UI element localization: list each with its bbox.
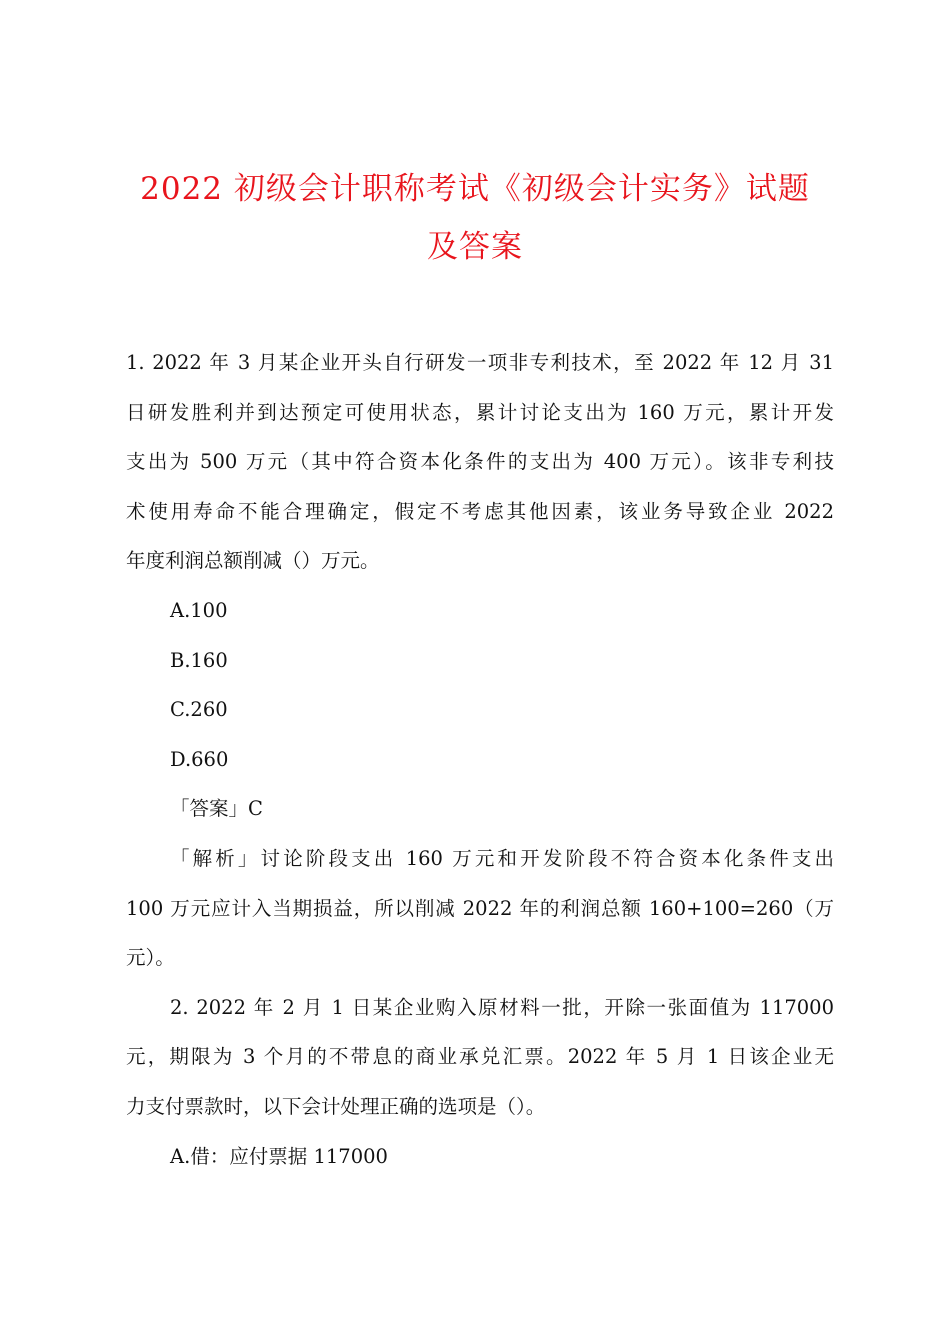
question-2-stem	[126, 983, 834, 1132]
question-2-line: 力支付票款时，以下会计处理正确的选项是（）。	[126, 1094, 546, 1118]
question-2-line: 2. 2022 年 2 月 1 日某企业购入原材料一批，开除一张面值为 117000	[170, 995, 834, 1019]
question-1-line: 日研发胜利并到达预定可使用状态，累计讨论支出为 160 万元，累计开发	[126, 400, 834, 424]
question-1-option-a: A.100	[170, 598, 228, 622]
question-1-line: 支出为 500 万元（其中符合资本化条件的支出为 400 万元）。该非专利技	[126, 450, 834, 474]
question-1-stem	[126, 338, 834, 586]
analysis-line: 100 万元应计入当期损益，所以削减 2022 年的利润总额 160+100=260（万	[126, 896, 834, 920]
question-1-line: 年度利润总额削减（）万元。	[126, 549, 380, 573]
analysis-line: 元）。	[126, 946, 175, 970]
question-1-answer: 「答案」C	[170, 797, 263, 821]
question-2-line: 元，期限为 3 个月的不带息的商业承兑汇票。2022 年 5 月 1 日该企业无	[126, 1045, 834, 1069]
analysis-line: 「解析」讨论阶段支出 160 万元和开发阶段不符合资本化条件支出	[170, 846, 834, 870]
question-1-line: 术使用寿命不能合理确定，假定不考虑其他因素，该业务导致企业 2022	[126, 499, 834, 523]
question-2-option-a: A.借：应付票据 117000	[170, 1144, 388, 1168]
document-body	[126, 338, 834, 1181]
question-1-line: 1. 2022 年 3 月某企业开头自行研发一项非专利技术，至 2022 年 12 月 31	[126, 351, 834, 374]
question-1-option-c: C.260	[170, 698, 228, 722]
question-1-analysis	[126, 834, 834, 983]
question-1-option-d: D.660	[170, 747, 229, 771]
title-line-1: 2022 初级会计职称考试《初级会计实务》试题	[140, 171, 810, 207]
question-1-option-b: B.160	[170, 648, 228, 672]
title-line-2: 及答案	[427, 229, 523, 265]
document-title	[110, 160, 840, 276]
